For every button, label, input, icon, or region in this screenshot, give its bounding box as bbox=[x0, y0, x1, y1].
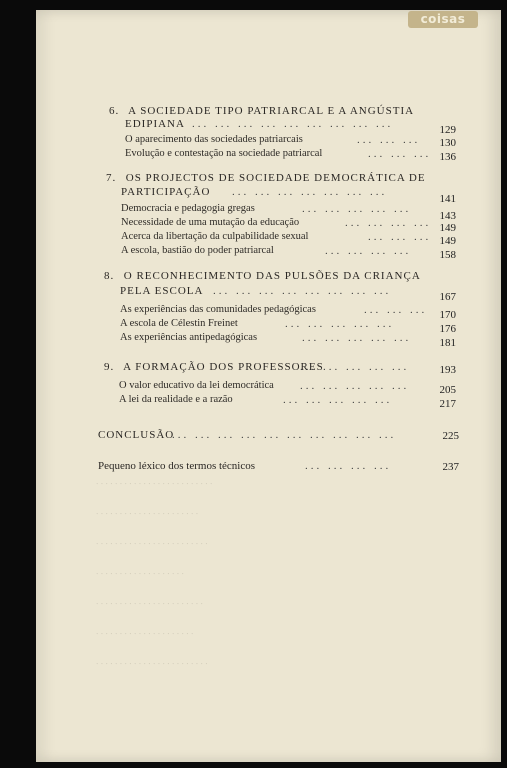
page-number: 193 bbox=[439, 364, 456, 376]
chapter-number: 9. bbox=[104, 361, 115, 373]
toc-subentry: Acerca da libertação da culpabilidade sexual bbox=[121, 231, 309, 242]
chapter-title-line-1: OS PROJECTOS DE SOCIEDADE DEMOCRÁTICA DE bbox=[125, 172, 426, 184]
leader-dots: ... ... ... ... ... bbox=[300, 380, 410, 392]
conclusion-label: CONCLUSÃO bbox=[98, 429, 175, 441]
page-number: 170 bbox=[439, 309, 456, 321]
leader-dots: ... ... ... bbox=[364, 304, 428, 316]
glossary-label: Pequeno léxico dos termos técnicos bbox=[98, 460, 256, 472]
leader-dots: ... ... ... ... ... bbox=[302, 203, 412, 215]
toc-subentry: As experiências antipedagógicas bbox=[120, 332, 258, 343]
page-number: 176 bbox=[439, 323, 456, 335]
show-through-texture: . . . . . . . . . . . . . . . . . . . . . . . . . . . . . . . . . . . . . . . . . . . . . . . . . . . . . . . . . . . . . . . . . . . . . . . . . . . . . . . . . . . . . . . . . . . . . . . . . . . . . . . . . . . . . . . . . . . . . . . . . . . . . . . . . . . . . . . . . . . . . . . . . . . . . . . . . . . . . . bbox=[96, 480, 213, 670]
chapter-title-line-2: PARTICIPAÇÃO bbox=[121, 186, 211, 198]
leader-dots: ... ... ... bbox=[368, 231, 432, 243]
chapter-number: 6. bbox=[109, 105, 120, 117]
page-number: 225 bbox=[442, 430, 459, 442]
leader-dots: ... ... ... ... ... ... ... ... bbox=[213, 285, 392, 297]
page-number: 149 bbox=[439, 222, 456, 234]
leader-dots: ... ... ... ... bbox=[305, 460, 392, 472]
chapter-number: 8. bbox=[104, 270, 115, 282]
page-number: 143 bbox=[439, 210, 456, 222]
page-number: 167 bbox=[439, 291, 456, 303]
page-number: 205 bbox=[439, 384, 456, 396]
chapter-number: 7. bbox=[106, 172, 117, 184]
page-number: 130 bbox=[439, 137, 456, 149]
leader-dots: ... ... ... bbox=[357, 134, 421, 146]
toc-subentry: As experiências das comunidades pedagógicas bbox=[120, 304, 316, 315]
leader-dots: ... ... ... ... ... bbox=[285, 318, 395, 330]
toc-subentry: A escola, bastião do poder patriarcal bbox=[121, 245, 274, 256]
page-number: 141 bbox=[439, 193, 456, 205]
chapter-title-line-2: PELA ESCOLA bbox=[120, 285, 204, 297]
chapter-title-line-2: EDIPIANA bbox=[125, 118, 185, 130]
leader-dots: ... ... ... ... ... bbox=[300, 361, 410, 373]
leader-dots: ... ... ... ... bbox=[325, 245, 412, 257]
toc-subentry: Democracia e pedagogia gregas bbox=[121, 203, 255, 214]
toc-subentry: O aparecimento das sociedades patriarcais bbox=[125, 134, 303, 145]
toc-subentry: A escola de Célestin Freinet bbox=[120, 318, 238, 329]
leader-dots: ... ... ... ... ... bbox=[283, 394, 393, 406]
toc-subentry: O valor educativo da lei democrática bbox=[119, 380, 274, 391]
page-number: 237 bbox=[442, 461, 459, 473]
leader-dots: ... ... ... ... ... bbox=[302, 332, 412, 344]
page-number: 217 bbox=[439, 398, 456, 410]
page-number: 136 bbox=[439, 151, 456, 163]
leader-dots: ... ... ... ... ... ... ... bbox=[232, 186, 388, 198]
toc-subentry: Necessidade de uma mutação da educação bbox=[121, 217, 300, 228]
watermark-logo: coisas bbox=[408, 11, 478, 28]
page-number: 129 bbox=[439, 124, 456, 136]
page-number: 149 bbox=[439, 235, 456, 247]
chapter-title-line-1: O RECONHECIMENTO DAS PULSÕES DA CRIANÇA bbox=[123, 270, 421, 282]
page-number: 181 bbox=[439, 337, 456, 349]
chapter-title-line-1: A SOCIEDADE TIPO PATRIARCAL E A ANGÚSTIA bbox=[128, 105, 415, 117]
leader-dots: ... ... ... ... bbox=[345, 217, 432, 229]
leader-dots: ... ... ... bbox=[368, 148, 432, 160]
chapter-title-line-1: A FORMAÇÃO DOS PROFESSORES bbox=[123, 361, 324, 373]
toc-subentry: A lei da realidade e a razão bbox=[119, 394, 233, 405]
leader-dots: ... ... ... ... ... ... ... ... ... bbox=[192, 118, 394, 130]
page-number: 158 bbox=[439, 249, 456, 261]
toc-subentry: Evolução e contestação na sociedade patriarcal bbox=[125, 148, 323, 159]
leader-dots: ... ... ... ... ... ... ... ... ... ... bbox=[172, 429, 397, 441]
